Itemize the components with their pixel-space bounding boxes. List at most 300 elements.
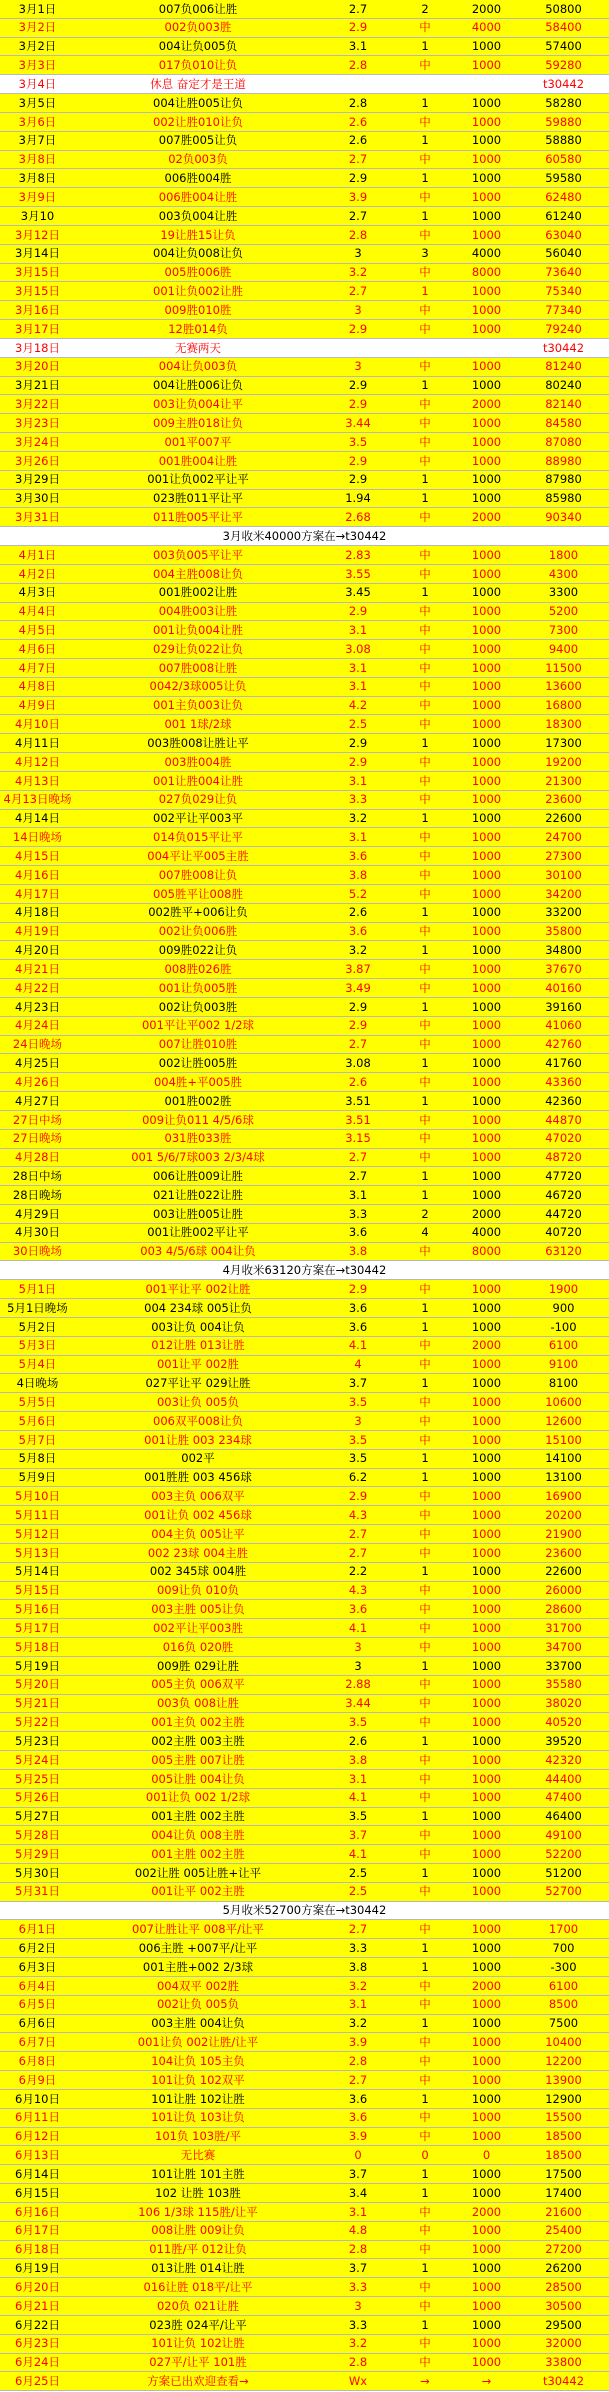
- match-cell: 023胜011平让平: [153, 492, 243, 505]
- odds-cell: 3.9: [348, 190, 368, 204]
- stake-cell: 1000: [471, 1659, 502, 1673]
- match-cell: 003负 008让胜: [156, 1697, 240, 1710]
- balance-cell: 17400: [545, 2186, 582, 2200]
- balance-cell: 44720: [545, 1207, 582, 1221]
- result-cell: 1: [421, 1659, 429, 1673]
- result-cell: 中: [419, 360, 431, 373]
- date-cell: 5月9日: [18, 1471, 57, 1484]
- odds-cell: 3.5: [348, 1810, 368, 1823]
- odds-cell: 2.9: [348, 736, 368, 750]
- result-cell: [395, 347, 455, 348]
- match-cell: 021让胜022让胜: [153, 1188, 243, 1202]
- date-cell: 5月16日: [15, 1603, 60, 1616]
- record-row: [0, 1487, 609, 1506]
- record-row: [0, 603, 609, 622]
- date-cell: 4月17日: [15, 887, 60, 901]
- result-cell: 中: [419, 1998, 431, 2011]
- record-row: [0, 1299, 609, 1318]
- stake-cell: 1000: [471, 379, 502, 392]
- balance-cell: 57400: [545, 40, 582, 53]
- date-cell: 5月3日: [18, 1339, 57, 1352]
- stake-cell: 1000: [471, 2318, 502, 2332]
- date-cell: 4月24日: [15, 1019, 60, 1032]
- date-cell: 6月23日: [15, 2337, 60, 2350]
- odds-cell: 3.6: [348, 1320, 368, 1334]
- balance-cell: 28600: [545, 1603, 582, 1616]
- match-cell: 12胜014负: [168, 322, 228, 336]
- balance-cell: -100: [550, 1320, 577, 1334]
- match-cell: 004胜003让胜: [158, 605, 238, 618]
- odds-cell: 4.3: [348, 1584, 368, 1597]
- record-row: [0, 1167, 609, 1186]
- date-cell: 4月10日: [15, 718, 60, 731]
- stake-cell: 1000: [471, 1282, 502, 1296]
- result-cell: 1: [421, 2017, 429, 2030]
- date-cell: 6月12日: [15, 2130, 60, 2143]
- odds-cell: 3.3: [348, 2280, 368, 2294]
- balance-cell: 17300: [545, 736, 582, 750]
- date-cell: 4月25日: [15, 1057, 60, 1070]
- balance-cell: 26000: [545, 1584, 582, 1597]
- odds-cell: 3.55: [345, 567, 371, 580]
- result-cell: 中: [419, 115, 431, 129]
- record-row: [0, 132, 609, 151]
- odds-cell: 3.2: [348, 266, 368, 279]
- record-row: [0, 151, 609, 170]
- balance-cell: 33200: [545, 906, 582, 919]
- summary-text: 4月收米63120方案在→t30442: [222, 1264, 387, 1277]
- match-cell: 027负029让负: [158, 793, 238, 806]
- stake-cell: 1000: [471, 2111, 502, 2124]
- stake-cell: 2000: [471, 1979, 502, 1993]
- stake-cell: 1000: [471, 605, 502, 618]
- odds-cell: 2.5: [348, 718, 368, 731]
- date-cell: 6月1日: [18, 1923, 57, 1936]
- stake-cell: 1000: [471, 1452, 502, 1465]
- match-cell: 003胜004胜: [164, 755, 232, 769]
- match-cell: 002平: [181, 1452, 215, 1465]
- result-cell: 中: [419, 2036, 431, 2049]
- stake-cell: 1000: [471, 1941, 502, 1955]
- date-cell: 6月22日: [15, 2318, 60, 2332]
- balance-cell: 41760: [545, 1057, 582, 1070]
- match-cell: 004胜+平005胜: [153, 1075, 243, 1089]
- date-cell: 5月6日: [18, 1414, 57, 1428]
- date-cell: 3月15日: [15, 266, 60, 279]
- balance-cell: 22600: [545, 1565, 582, 1578]
- record-row: [0, 1243, 609, 1262]
- balance-cell: 52700: [545, 1885, 582, 1898]
- stake-cell: 1000: [471, 2054, 502, 2068]
- result-cell: 1: [421, 944, 429, 957]
- record-row: [0, 1054, 609, 1073]
- record-row: [0, 1713, 609, 1732]
- record-row: [0, 2033, 609, 2052]
- balance-cell: 5200: [548, 605, 579, 618]
- result-cell: 中: [419, 1433, 431, 1447]
- result-cell: 中: [419, 1490, 431, 1503]
- date-cell: 4月20日: [15, 944, 60, 957]
- odds-cell: 3.5: [348, 435, 368, 449]
- date-cell: 4月18日: [15, 906, 60, 919]
- balance-cell: t30442: [542, 341, 585, 355]
- record-row: [0, 753, 609, 772]
- record-row: [0, 452, 609, 471]
- match-cell: 001 1球/2球: [164, 718, 232, 731]
- balance-cell: 58880: [545, 134, 582, 147]
- record-row: [0, 358, 609, 377]
- balance-cell: 15500: [545, 2111, 582, 2124]
- record-row: [0, 1393, 609, 1412]
- stake-cell: 8000: [471, 266, 502, 279]
- result-cell: 中: [419, 925, 431, 938]
- result-cell: 中: [419, 605, 431, 618]
- stake-cell: 1000: [471, 1433, 502, 1447]
- odds-cell: 2.9: [348, 379, 368, 392]
- odds-cell: 3.15: [345, 1132, 371, 1145]
- match-cell: 106 1/3球 115胜/让平: [138, 2205, 258, 2219]
- balance-cell: 47720: [545, 1170, 582, 1183]
- stake-cell: 4000: [471, 21, 502, 34]
- date-cell: 4月29日: [15, 1207, 60, 1221]
- stake-cell: 1000: [471, 793, 502, 806]
- match-cell: 020负 021让胜: [156, 2299, 240, 2313]
- odds-cell: 2.7: [348, 1546, 368, 1560]
- balance-cell: 16800: [545, 699, 582, 712]
- date-cell: 6月6日: [18, 2017, 57, 2030]
- result-cell: 中: [419, 2299, 431, 2313]
- result-cell: 中: [419, 1075, 431, 1089]
- odds-cell: 3.2: [348, 2017, 368, 2030]
- record-row: [0, 885, 609, 904]
- result-cell: 1: [421, 2186, 429, 2200]
- odds-cell: 2.83: [345, 548, 371, 562]
- balance-cell: 41060: [545, 1019, 582, 1032]
- result-cell: 1: [421, 2318, 429, 2332]
- result-cell: 中: [419, 1546, 431, 1560]
- odds-cell: 2.88: [345, 1678, 371, 1691]
- odds-cell: 3.3: [348, 1941, 368, 1955]
- result-cell: 1: [421, 40, 429, 53]
- match-cell: 001让负002平让平: [147, 473, 249, 486]
- date-cell: 4月13日晚场: [3, 793, 72, 806]
- balance-cell: 59280: [545, 59, 582, 72]
- result-cell: 中: [419, 1791, 431, 1804]
- match-cell: 002平让平003胜: [153, 1621, 243, 1635]
- match-cell: 休息 奋定才是王道: [150, 77, 246, 91]
- stake-cell: 1000: [471, 774, 502, 788]
- stake-cell: 1000: [471, 1151, 502, 1164]
- match-cell: 008胜026胜: [164, 962, 232, 976]
- date-cell: 6月19日: [15, 2262, 60, 2275]
- odds-cell: 2.9: [348, 755, 368, 769]
- result-cell: 中: [419, 266, 431, 279]
- record-row: [0, 169, 609, 188]
- balance-cell: 48720: [545, 1151, 582, 1164]
- record-row: [0, 188, 609, 207]
- result-cell: 1: [421, 379, 429, 392]
- odds-cell: 2.8: [348, 2243, 368, 2256]
- balance-cell: 18300: [545, 718, 582, 731]
- date-cell: 3月20日: [15, 360, 60, 373]
- date-cell: 4月7日: [18, 661, 57, 675]
- record-row: [0, 339, 609, 358]
- stake-cell: 1000: [471, 642, 502, 656]
- record-row: [0, 1864, 609, 1883]
- balance-cell: 27200: [545, 2243, 582, 2256]
- match-cell: 009胜 029让胜: [156, 1659, 240, 1673]
- record-row: [0, 2165, 609, 2184]
- odds-cell: 2.5: [348, 1866, 368, 1880]
- date-cell: 5月1日晚场: [7, 1301, 68, 1315]
- record-row: [0, 207, 609, 226]
- odds-cell: 2.6: [348, 115, 368, 129]
- balance-cell: 4300: [548, 567, 579, 580]
- stake-cell: 1000: [471, 454, 502, 468]
- result-cell: 中: [419, 1414, 431, 1428]
- balance-cell: 23600: [545, 793, 582, 806]
- match-cell: 001让平 002胜: [156, 1358, 240, 1371]
- odds-cell: 3.8: [348, 1960, 368, 1974]
- record-row: [0, 2278, 609, 2297]
- record-row: [0, 640, 609, 659]
- result-cell: 中: [419, 1132, 431, 1145]
- match-cell: 001平007平: [164, 435, 232, 449]
- balance-cell: 82140: [545, 398, 582, 411]
- date-cell: 3月12日: [15, 228, 60, 242]
- match-cell: 101负 103胜/平: [155, 2130, 241, 2143]
- match-cell: 002让胜005胜: [158, 1057, 238, 1070]
- result-cell: 中: [419, 2073, 431, 2087]
- record-row: [0, 56, 609, 75]
- date-cell: 4月6日: [18, 642, 57, 656]
- result-cell: 1: [421, 492, 429, 505]
- odds-cell: 2.7: [348, 153, 368, 166]
- stake-cell: 1000: [471, 981, 502, 995]
- match-cell: 007让胜010胜: [158, 1038, 238, 1051]
- date-cell: 5月12日: [15, 1527, 60, 1541]
- stake-cell: 1000: [471, 2337, 502, 2350]
- odds-cell: 3.51: [345, 1094, 371, 1108]
- odds-cell: 2.9: [348, 322, 368, 336]
- match-cell: 007胜005让负: [158, 134, 238, 147]
- date-cell: 5月10日: [15, 1490, 60, 1503]
- stake-cell: 1000: [471, 1584, 502, 1597]
- odds-cell: 2.9: [348, 473, 368, 486]
- match-cell: 001主胜+002 2/3球: [142, 1960, 254, 1974]
- balance-cell: 44870: [545, 1113, 582, 1127]
- date-cell: 3月9日: [18, 190, 57, 204]
- balance-cell: t30442: [542, 77, 585, 91]
- odds-cell: 3.6: [348, 1603, 368, 1616]
- stake-cell: 1000: [471, 209, 502, 223]
- stake-cell: 1000: [471, 492, 502, 505]
- match-cell: 004 234球 005让负: [144, 1301, 252, 1315]
- match-cell: 002主胜 003主胜: [151, 1734, 245, 1748]
- record-row: [0, 1149, 609, 1168]
- stake-cell: 1000: [471, 1490, 502, 1503]
- record-row: [0, 1073, 609, 1092]
- match-cell: 017负010让负: [158, 59, 238, 72]
- date-cell: 3月29日: [15, 473, 60, 486]
- record-row: [0, 1695, 609, 1714]
- odds-cell: 2.9: [348, 1282, 368, 1296]
- match-cell: 029让负022让负: [153, 642, 243, 656]
- result-cell: 中: [419, 1282, 431, 1296]
- balance-cell: 34700: [545, 1640, 582, 1654]
- balance-cell: 12900: [545, 2092, 582, 2106]
- odds-cell: 2.7: [348, 2073, 368, 2087]
- date-cell: 6月20日: [15, 2280, 60, 2294]
- match-cell: 005主胜 007让胜: [151, 1753, 245, 1767]
- result-cell: 1: [421, 586, 429, 599]
- stake-cell: 1000: [471, 285, 502, 298]
- odds-cell: 3.1: [348, 1188, 368, 1202]
- date-cell: 5月11日: [15, 1508, 60, 1522]
- stake-cell: 1000: [471, 548, 502, 562]
- result-cell: 中: [419, 623, 431, 637]
- result-cell: 中: [419, 1527, 431, 1541]
- match-cell: 0042/3球005让负: [149, 680, 247, 693]
- date-cell: 6月2日: [18, 1941, 57, 1955]
- result-cell: 中: [419, 2130, 431, 2143]
- record-row: [0, 584, 609, 603]
- result-cell: 中: [419, 1621, 431, 1635]
- record-row: [0, 659, 609, 678]
- result-cell: 3: [421, 247, 429, 260]
- date-cell: 6月9日: [18, 2073, 57, 2087]
- balance-cell: 18500: [545, 2149, 582, 2162]
- result-cell: 中: [419, 511, 431, 524]
- stake-cell: 1000: [471, 831, 502, 844]
- stake-cell: 1000: [471, 962, 502, 976]
- match-cell: 004让负 008主胜: [151, 1828, 245, 1842]
- date-cell: 5月22日: [15, 1716, 60, 1729]
- month-summary-row: [0, 1261, 609, 1280]
- match-cell: 007胜008让负: [158, 868, 238, 882]
- result-cell: 中: [419, 228, 431, 242]
- stake-cell: 1000: [471, 849, 502, 863]
- odds-cell: 2.8: [348, 96, 368, 110]
- stake-cell: 1000: [471, 1678, 502, 1691]
- date-cell: 3月1日: [18, 2, 57, 16]
- balance-cell: 59880: [545, 115, 582, 129]
- result-cell: 中: [419, 1772, 431, 1785]
- date-cell: 6月3日: [18, 1960, 57, 1974]
- odds-cell: 3.08: [345, 642, 371, 656]
- result-cell: 中: [419, 398, 431, 411]
- match-cell: 001让负 002 456球: [144, 1508, 252, 1522]
- record-row: [0, 1808, 609, 1827]
- stake-cell: 2000: [471, 1339, 502, 1352]
- balance-cell: 38020: [545, 1697, 582, 1710]
- stake-cell: 1000: [471, 2280, 502, 2294]
- date-cell: 4月9日: [18, 699, 57, 712]
- result-cell: 1: [421, 2167, 429, 2181]
- date-cell: 5月13日: [15, 1546, 60, 1560]
- result-cell: 中: [419, 1716, 431, 1729]
- date-cell: 5月1日: [18, 1282, 57, 1296]
- odds-cell: 2.9: [348, 1000, 368, 1014]
- balance-cell: 63120: [545, 1245, 582, 1258]
- balance-cell: 73640: [545, 266, 582, 279]
- date-cell: 4日晚场: [16, 1377, 59, 1390]
- match-cell: 02负003负: [168, 153, 228, 166]
- match-cell: 002 345球 004胜: [149, 1565, 247, 1578]
- odds-cell: 1.94: [345, 492, 371, 505]
- odds-cell: [321, 347, 395, 348]
- stake-cell: 1000: [471, 1395, 502, 1409]
- record-row: [0, 19, 609, 38]
- balance-cell: 7300: [548, 623, 579, 637]
- record-row: [0, 471, 609, 490]
- balance-cell: 46720: [545, 1188, 582, 1202]
- stake-cell: 2000: [471, 1207, 502, 1221]
- result-cell: 1: [421, 1565, 429, 1578]
- stake-cell: 1000: [471, 1716, 502, 1729]
- balance-cell: 30100: [545, 868, 582, 882]
- stake-cell: 2000: [471, 2205, 502, 2219]
- match-cell: 011胜005平让平: [153, 511, 243, 524]
- stake-cell: 1000: [471, 1546, 502, 1560]
- date-cell: 5月5日: [18, 1395, 57, 1409]
- odds-cell: 3: [354, 303, 362, 317]
- odds-cell: 4.1: [348, 1847, 368, 1861]
- match-cell: 004让胜006让负: [153, 379, 243, 392]
- date-cell: 3月8日: [18, 153, 57, 166]
- match-cell: 004让负005负: [158, 40, 238, 53]
- match-cell: 004主胜008让负: [153, 567, 243, 580]
- result-cell: 1: [421, 134, 429, 147]
- result-cell: 中: [419, 2337, 431, 2350]
- date-cell: 5月20日: [15, 1678, 60, 1691]
- date-cell: 6月7日: [18, 2036, 57, 2049]
- record-row: [0, 1450, 609, 1469]
- result-cell: 中: [419, 435, 431, 449]
- date-cell: 6月4日: [18, 1979, 57, 1993]
- balance-cell: 26200: [545, 2262, 582, 2275]
- record-row: [0, 828, 609, 847]
- record-row: [0, 282, 609, 301]
- date-cell: 5月21日: [15, 1697, 60, 1710]
- result-cell: 中: [419, 1038, 431, 1051]
- date-cell: 4月15日: [15, 849, 60, 863]
- stake-cell: 1000: [471, 1565, 502, 1578]
- stake-cell: [455, 84, 518, 85]
- balance-cell: 15100: [545, 1433, 582, 1447]
- date-cell: 4月22日: [15, 981, 60, 995]
- record-row: [0, 847, 609, 866]
- match-cell: 001平让平 002让胜: [145, 1282, 251, 1296]
- odds-cell: 3.9: [348, 2036, 368, 2049]
- odds-cell: 3.44: [345, 1697, 371, 1710]
- date-cell: 5月25日: [15, 1772, 60, 1785]
- date-cell: 3月17日: [15, 322, 60, 336]
- record-row: [0, 1130, 609, 1149]
- result-cell: 中: [419, 1885, 431, 1898]
- match-cell: 007让胜让平 008平/让平: [132, 1923, 264, 1936]
- odds-cell: 3.08: [345, 1057, 371, 1070]
- balance-cell: 18500: [545, 2130, 582, 2143]
- record-row: [0, 1506, 609, 1525]
- result-cell: 1: [421, 285, 429, 298]
- result-cell: 1: [421, 172, 429, 185]
- match-cell: 无赛两天: [175, 341, 221, 355]
- match-cell: 006让胜009让胜: [153, 1170, 243, 1183]
- stake-cell: 1000: [471, 473, 502, 486]
- stake-cell: 1000: [471, 190, 502, 204]
- match-cell: 104让负 105主负: [151, 2054, 245, 2068]
